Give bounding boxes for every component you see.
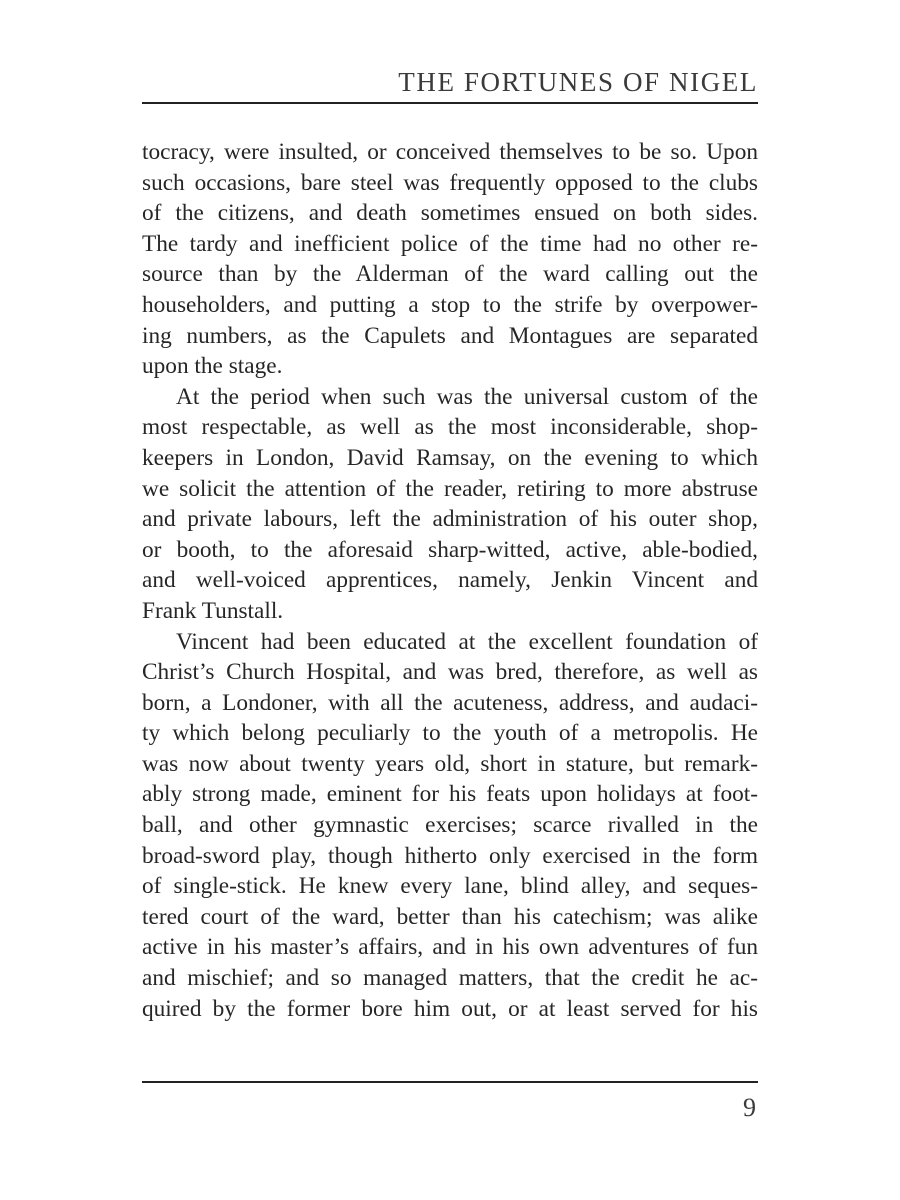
text-line: Vincent had been educated at the excellent foundation of [176,628,758,655]
text-line: born, a Londoner, with all the acuteness, address, and audaci- [142,689,758,716]
text-line: was now about twenty years old, short in stature, but remark- [142,750,758,777]
text-line: upon the stage. [142,353,283,380]
text-line: active in his master’s affairs, and in his own adventures of fun [142,934,758,961]
footer-rule [142,1081,758,1083]
text-line: The tardy and inefficient police of the time had no other re- [142,230,758,257]
body-text [142,137,758,1024]
text-line: householders, and putting a stop to the strife by overpower- [142,291,758,318]
text-line: of the citizens, and death sometimes ensued on both sides. [142,200,758,227]
text-line: we solicit the attention of the reader, retiring to more abstruse [142,475,758,502]
text-line: quired by the former bore him out, or at least served for his [142,995,758,1022]
text-line: At the period when such was the universal custom of the [176,383,758,410]
text-line: of single-stick. He knew every lane, blind alley, and seques- [142,873,758,900]
book-title: THE FORTUNES OF NIGEL [398,67,758,97]
text-line: tered court of the ward, better than his catechism; was alike [142,903,758,930]
running-head [142,62,758,104]
text-line: broad-sword play, though hitherto only exercised in the form [142,842,758,869]
text-line: tocracy, were insulted, or conceived themselves to be so. Upon [142,139,758,165]
text-line: source than by the Alderman of the ward calling out the [142,261,758,288]
text-line: and private labours, left the administration of his outer shop, [142,506,758,533]
text-line: keepers in London, David Ramsay, on the evening to which [142,444,758,471]
page-number: 9 [743,1093,756,1122]
text-line: Frank Tunstall. [142,597,284,624]
text-line: such occasions, bare steel was frequently opposed to the clubs [142,169,758,196]
text-line: and mischief; and so managed matters, that the credit he ac- [142,965,758,992]
text-line: ing numbers, as the Capulets and Montagues are separated [142,322,758,349]
text-line: ably strong made, eminent for his feats upon holidays at foot- [142,781,758,808]
text-line: Christ’s Church Hospital, and was bred, therefore, as well as [142,659,758,686]
text-line: and well-voiced apprentices, namely, Jenkin Vincent and [142,567,758,594]
text-line: ty which belong peculiarly to the youth of a metropolis. He [142,720,758,747]
text-line: or booth, to the aforesaid sharp-witted, active, able-bodied, [142,536,758,563]
text-line: ball, and other gymnastic exercises; scarce rivalled in the [142,812,758,839]
text-line: most respectable, as well as the most inconsiderable, shop- [142,414,758,441]
